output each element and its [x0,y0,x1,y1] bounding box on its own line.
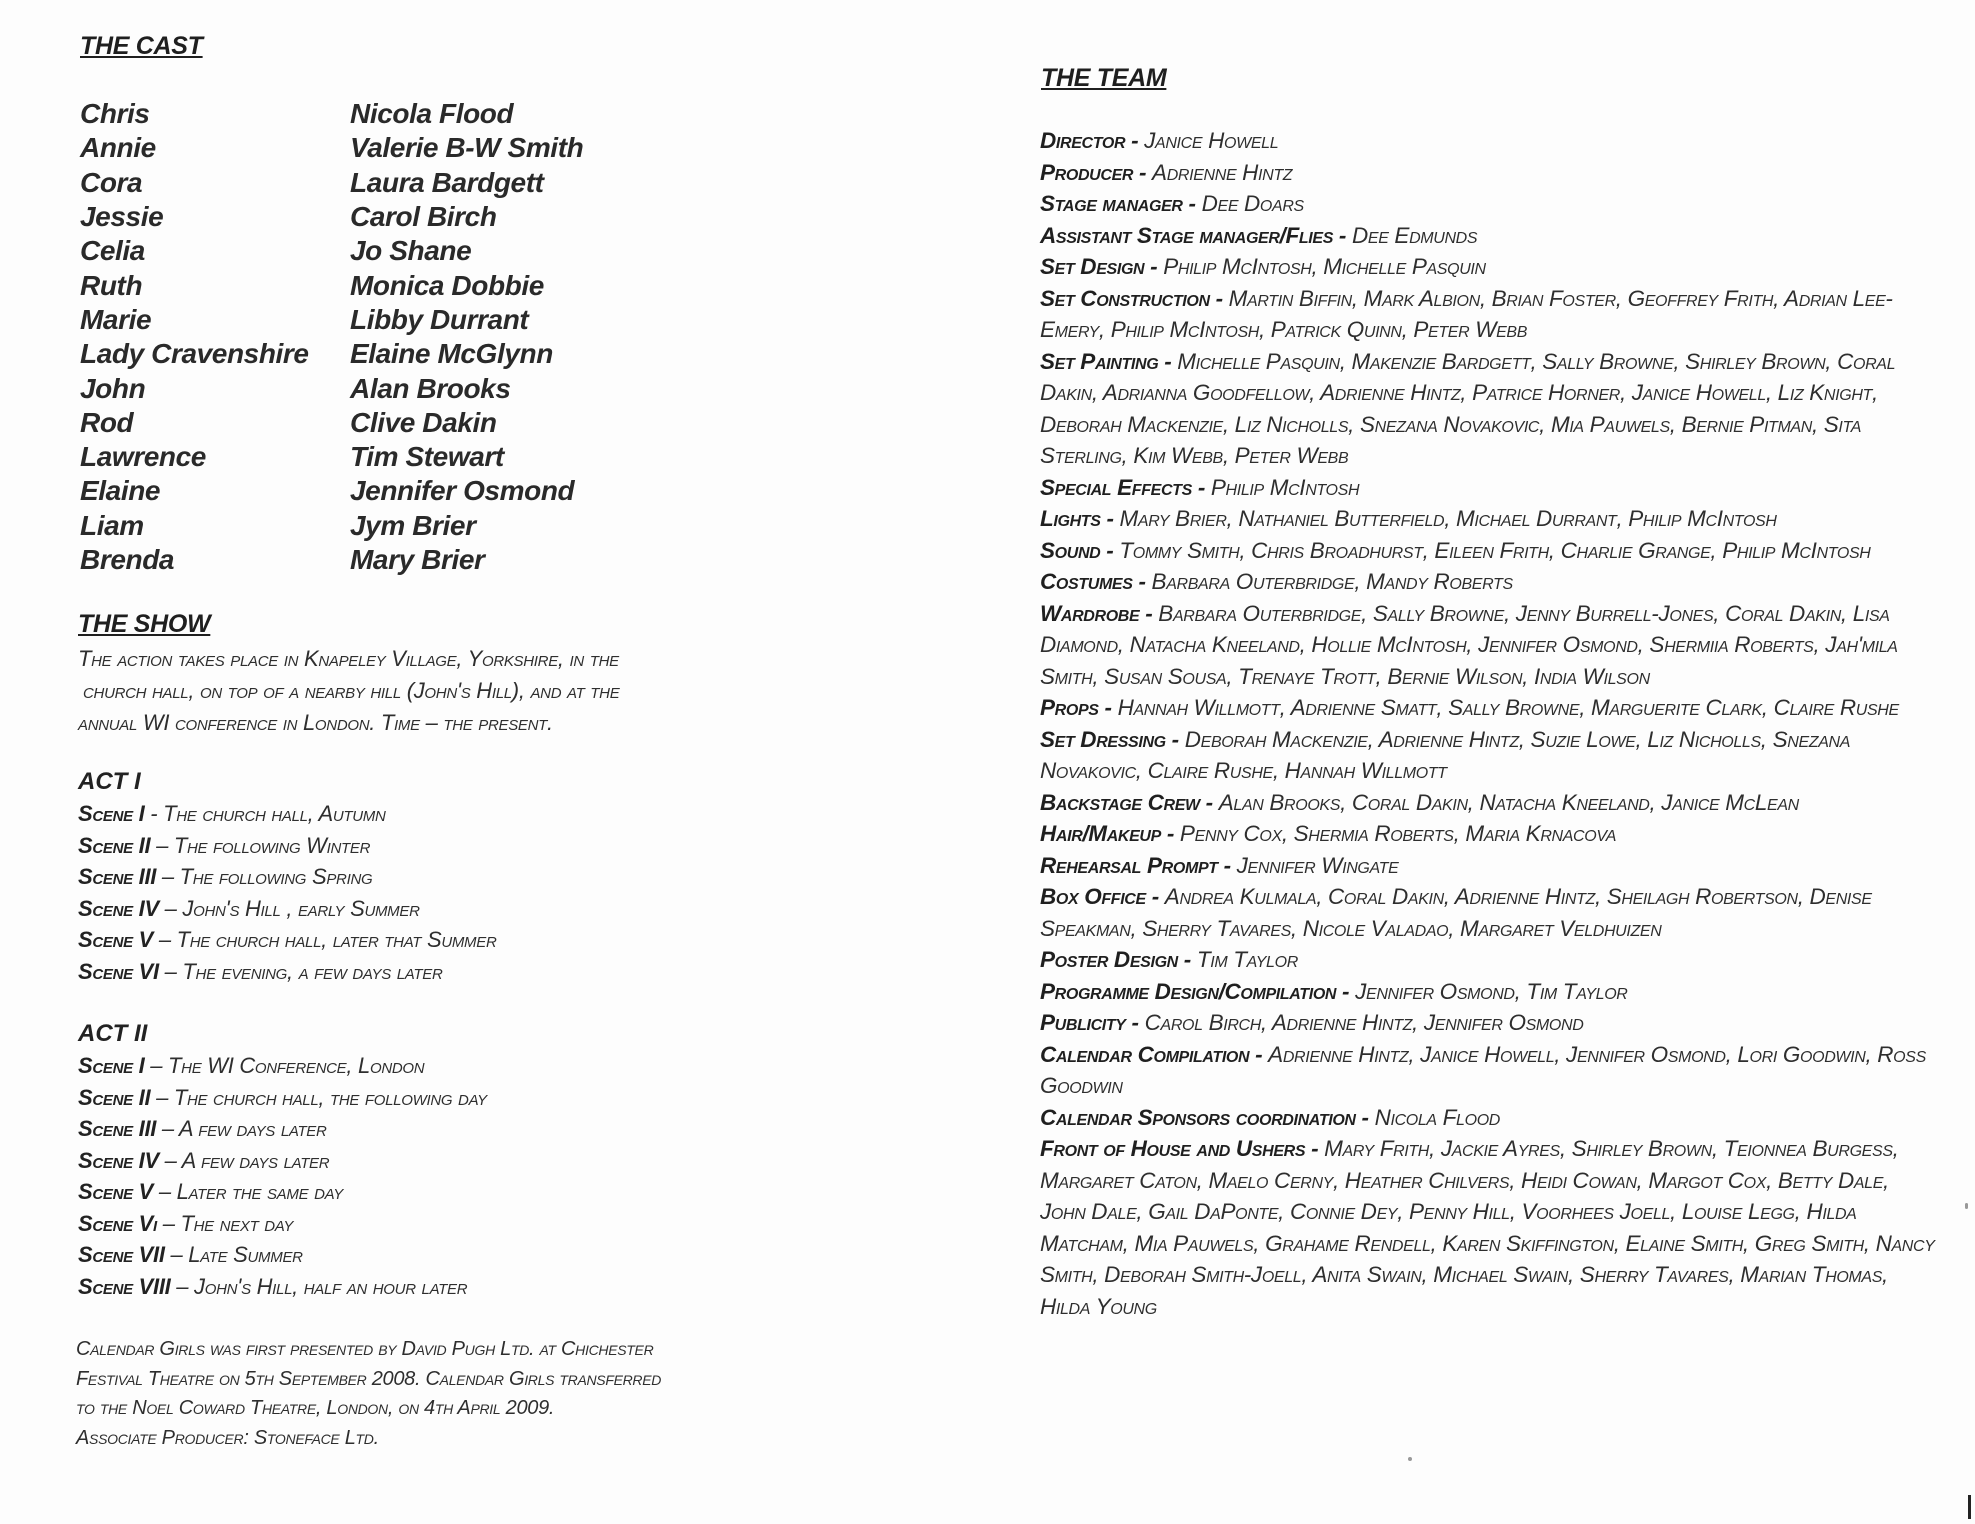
team-entry: Sound - Tommy Smith, Chris Broadhurst, Eileen Frith, Charlie Grange, Philip McIntosh [1040,537,1871,563]
team-entry: Poster Design - Tim Taylor [1040,947,1298,972]
cast-heading: THE CAST [80,32,203,60]
team-entry: Costumes - Barbara Outerbridge, Mandy Roberts [1040,569,1513,594]
cast-actor: Elaine McGlynn [350,338,553,369]
show-line: The action takes place in Knapeley Village, Yorkshire, in the [78,646,619,671]
credits-line: Festival Theatre on 5th September 2008. Calendar Girls transferred [76,1367,662,1390]
cast-role: Liam [80,510,144,541]
scene-item: Scene V – Later the same day [78,1179,343,1204]
team-entry: Set Dressing - Deborah Mackenzie, Adrienne Hintz, Suzie Lowe, Liz Nicholls, Snezana Novakovic, Claire Rushe, Hannah Willmott [1040,726,1851,783]
cast-actor: Carol Birch [350,201,497,232]
cast-actor: Laura Bardgett [350,167,544,198]
scene-item: Scene VI – The evening, a few days later [78,958,443,984]
cast-actor: Monica Dobbie [350,270,544,301]
scene-item: Scene IV – John's Hill , early Summer [78,895,420,921]
right-page [1000,0,1975,1500]
cast-actor: Nicola Flood [350,98,514,129]
team-entry: Set Construction - Martin Biffin, Mark Albion, Brian Foster, Geoffrey Frith, Adrian Lee-Emery, Philip McIntosh, Patrick Quinn, Peter Webb [1040,285,1893,342]
team-entry: Wardrobe - Barbara Outerbridge, Sally Browne, Jenny Burrell-Jones, Coral Dakin, Lisa Diamond, Natacha Kneeland, Hollie McIntosh, Jennifer Osmond, Shermiia Roberts, Jah'mila Smith, Susan Sousa, Trenaye Trott, Bernie Wilson, India Wilson [1040,600,1898,689]
cast-role: Brenda [80,544,175,575]
show-line: church hall, on top of a nearby hill (John's Hill), and at the [83,678,620,703]
cast-role: Annie [80,132,156,163]
scene-item: Scene V – The church hall, later that Summer [78,927,497,952]
cast-role: Cora [80,167,143,198]
cast-role: Chris [80,98,150,129]
team-entry: Set Painting - Michelle Pasquin, Makenzie Bardgett, Sally Browne, Shirley Brown, Coral Dakin, Adrianna Goodfellow, Adrienne Hintz, Patrice Horner, Janice Howell, Liz Knight, Deborah Mackenzie, Liz Nicholls, Snezana Novakovic, Mia Pauwels, Bernie Pitman, Sita Sterling, Kim Webb, Peter Webb [1040,348,1896,468]
scan-speck [1408,1457,1412,1461]
scan-edge-mark [1968,1495,1971,1519]
team-entry: Producer - Adrienne Hintz [1040,159,1293,185]
cast-actor: Jennifer Osmond [350,475,575,506]
act-two-title: ACT II [78,1020,148,1047]
act-one-scenes [78,798,497,987]
team-entry: Programme Design/Compilation - Jennifer Osmond, Tim Taylor [1040,978,1628,1004]
scene-item: Scene VII – Late Summer [78,1242,303,1267]
cast-role: Lady Cravenshire [80,338,309,369]
credits-line: to the Noel Coward Theatre, London, on 4th April 2009. [76,1397,555,1419]
act-one-title: ACT I [78,768,141,795]
show-heading: THE SHOW [78,610,211,638]
cast-actor: Clive Dakin [350,407,497,438]
scene-item: Scene III – A few days later [78,1116,327,1141]
team-entry: Rehearsal Prompt - Jennifer Wingate [1040,852,1399,878]
cast-role: Ruth [80,270,143,301]
production-credits-note [76,1335,796,1453]
team-entry: Director - Janice Howell [1040,128,1279,153]
cast-role: Marie [80,304,152,335]
scene-item: Scene VIII – John's Hill, half an hour later [78,1273,468,1299]
team-entry: Set Design - Philip McIntosh, Michelle Pasquin [1040,254,1486,279]
cast-actor: Jo Shane [350,235,472,266]
cast-role: Celia [80,235,145,266]
team-entry: Calendar Sponsors coordination - Nicola Flood [1040,1104,1500,1130]
cast-role: Jessie [80,201,164,232]
cast-role: Elaine [80,475,161,506]
team-entry: Publicity - Carol Birch, Adrienne Hintz, Jennifer Osmond [1040,1010,1584,1035]
credits-line: Calendar Girls was first presented by David Pugh Ltd. at Chichester [76,1338,654,1360]
team-entry: Props - Hannah Willmott, Adrienne Smatt, Sally Browne, Marguerite Clark, Claire Rushe [1040,695,1899,720]
scene-item: Scene IV – A few days later [78,1147,330,1173]
cast-actor: Valerie B-W Smith [350,132,584,163]
scene-item: Scene I - The church hall, Autumn [78,801,386,826]
team-entry: Hair/Makeup - Penny Cox, Shermia Roberts, Maria Krnacova [1040,821,1617,846]
team-entry: Calendar Compilation - Adrienne Hintz, Janice Howell, Jennifer Osmond, Lori Goodwin, Ross Goodwin [1040,1041,1926,1098]
left-page [0,0,800,1500]
show-description [78,643,778,739]
team-entry: Lights - Mary Brier, Nathaniel Butterfield, Michael Durrant, Philip McIntosh [1040,506,1777,531]
team-heading: THE TEAM [1041,64,1167,92]
show-line: annual WI conference in London. Time – the present. [78,710,553,735]
cast-role: Rod [80,407,134,438]
cast-role: John [80,373,146,404]
cast-actor: Jym Brier [350,510,476,541]
cast-actor: Alan Brooks [350,373,511,404]
scan-speck [1965,1203,1968,1209]
credits-line: Associate Producer: Stoneface Ltd. [76,1426,379,1449]
team-entry: Assistant Stage manager/Flies - Dee Edmunds [1040,222,1478,248]
team-entry: Backstage Crew - Alan Brooks, Coral Dakin, Natacha Kneeland, Janice McLean [1040,789,1799,815]
team-entry: Front of House and Ushers - Mary Frith, Jackie Ayres, Shirley Brown, Teionnea Burgess, Margaret Caton, Maelo Cerny, Heather Chilvers, Heidi Cowan, Margot Cox, Betty Dale, John Dale, Gail DaPonte, Connie Dey, Penny Hill, Voorhees Joell, Louise Legg, Hilda Matcham, Mia Pauwels, Grahame Rendell, Karen Skiffington, Elaine Smith, Greg Smith, Nancy Smith, Deborah Smith-Joell, Anita Swain, Michael Swain, Sherry Tavares, Marian Thomas, Hilda Young [1040,1136,1935,1319]
scene-item: Scene Vi – The next day [78,1210,294,1236]
team-entry: Special Effects - Philip McIntosh [1040,474,1360,500]
cast-actor: Tim Stewart [350,441,504,472]
scene-item: Scene II – The church hall, the following day [78,1084,487,1110]
cast-actor: Mary Brier [350,544,485,575]
cast-actor: Libby Durrant [350,304,529,335]
scene-item: Scene III – The following Spring [78,864,373,889]
team-list [1040,125,1940,1322]
team-entry: Box Office - Andrea Kulmala, Coral Dakin, Adrienne Hintz, Sheilagh Robertson, Denise Speakman, Sherry Tavares, Nicole Valadao, Margaret Veldhuizen [1040,884,1872,941]
scene-item: Scene II – The following Winter [78,832,371,858]
act-two-scenes [78,1050,487,1302]
team-entry: Stage manager - Dee Doars [1040,191,1304,216]
cast-role: Lawrence [80,441,206,472]
scene-item: Scene I – The WI Conference, London [78,1053,425,1078]
